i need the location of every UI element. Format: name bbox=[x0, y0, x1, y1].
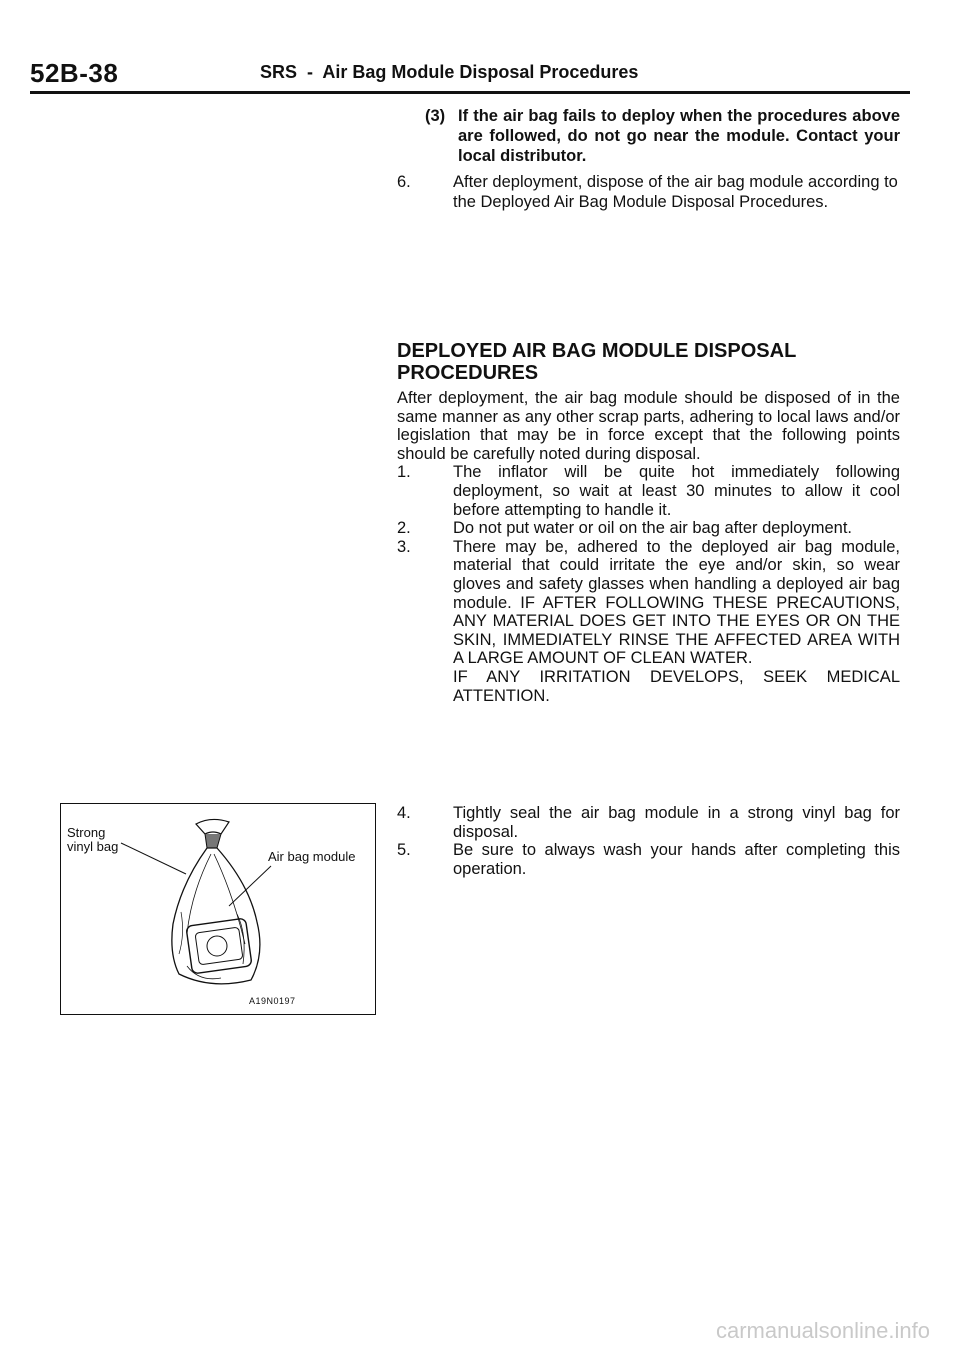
item-number: 3. bbox=[397, 537, 411, 556]
step-number: (3) bbox=[425, 107, 446, 125]
air-bag-module-label: Air bag module bbox=[268, 849, 356, 864]
step-number: 6. bbox=[397, 173, 411, 191]
item-number: 1. bbox=[397, 463, 411, 482]
step-text: After deployment, dispose of the air bag module according to the Deployed Air Bag Module Disposal Procedures. bbox=[453, 173, 898, 211]
step-text: If the air bag fails to deploy when the procedures above are followed, do not go near the module. Contact your local distributor. bbox=[458, 107, 900, 165]
item-text: Tightly seal the air bag module in a strong vinyl bag for disposal. bbox=[453, 804, 900, 841]
disposal-body bbox=[397, 389, 900, 705]
page-number: 52B-38 bbox=[30, 58, 119, 88]
list-item bbox=[397, 519, 900, 538]
item-number: 4. bbox=[397, 804, 411, 822]
list-item bbox=[397, 804, 900, 841]
header-rule bbox=[30, 91, 910, 94]
list-item bbox=[397, 841, 900, 878]
disposal-steps-continued bbox=[397, 804, 900, 878]
item-text: Be sure to always wash your hands after completing this operation. bbox=[453, 841, 900, 878]
step-3-note bbox=[425, 106, 900, 166]
item-text: Do not put water or oil on the air bag after deployment. bbox=[453, 519, 852, 538]
figure-reference: A19N0197 bbox=[249, 996, 296, 1006]
step-6 bbox=[397, 172, 900, 212]
list-item bbox=[397, 463, 900, 519]
list-item bbox=[397, 538, 900, 705]
section-heading: DEPLOYED AIR BAG MODULE DISPOSAL PROCEDURES bbox=[397, 340, 796, 384]
item-text: There may be, adhered to the deployed air bag module, material that could irritate the eye and/or skin, so wear gloves and safety glasses when handling a deployed air bag module. IF AFTER FOLLOWING THESE PRECAUTIONS, ANY MATERIAL DOES GET INTO THE EYES OR ON THE SKIN, IMMEDIATELY RINSE THE AFFECTED AREA WITH A LARGE AMOUNT OF CLEAN WATER. bbox=[453, 537, 900, 668]
section-title: SRS - Air Bag Module Disposal Procedures bbox=[260, 62, 639, 82]
item-number: 5. bbox=[397, 841, 411, 860]
warning-text: IF ANY IRRITATION DEVELOPS, SEEK MEDICAL ATTENTION. bbox=[453, 667, 900, 705]
vinyl-bag-figure bbox=[60, 803, 376, 1015]
bagged-module-illustration bbox=[61, 804, 377, 1016]
page-header bbox=[30, 58, 910, 98]
intro-paragraph: After deployment, the air bag module should be disposed of in the same manner as any other scrap parts, adhering to local laws and/or legislation that may be in force except that the following points should be carefully noted during disposal. bbox=[397, 389, 900, 463]
item-number: 2. bbox=[397, 519, 411, 538]
label-line: vinyl bag bbox=[67, 839, 119, 854]
watermark: carmanualsonline.info bbox=[715, 1318, 930, 1343]
label-line: Strong bbox=[67, 825, 106, 840]
item-text: The inflator will be quite hot immediately following deployment, so wait at least 30 minutes to allow it cool before attempting to handle it. bbox=[453, 463, 900, 519]
